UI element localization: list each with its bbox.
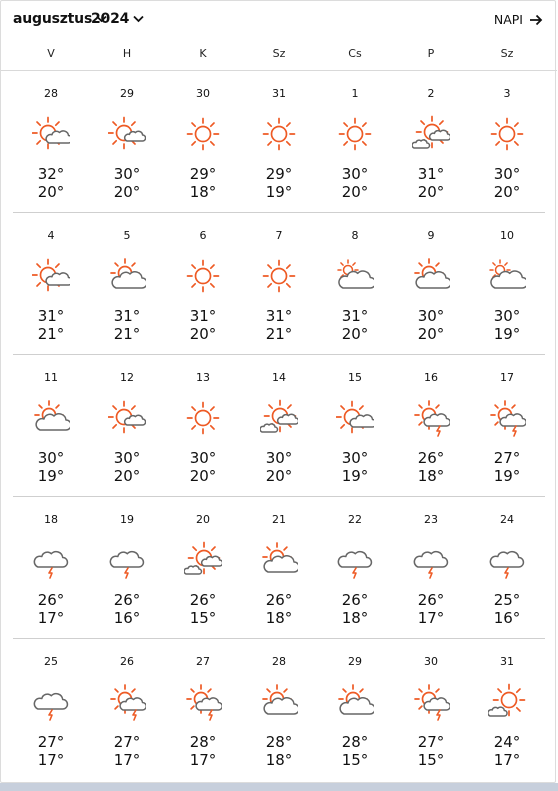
sun-small-cloud-weather-icon	[108, 399, 146, 437]
max-temperature: 25°	[493, 591, 521, 609]
storm-weather-icon	[32, 683, 70, 721]
max-temperature: 31°	[189, 307, 217, 325]
day-cell[interactable]	[13, 497, 89, 638]
day-number: 31	[272, 87, 286, 100]
min-temperature: 20°	[341, 183, 369, 201]
max-temperature: 27°	[417, 733, 445, 751]
max-temperature: 26°	[417, 591, 445, 609]
min-temperature: 16°	[493, 609, 521, 627]
min-temperature: 18°	[189, 183, 217, 201]
max-temperature: 30°	[341, 165, 369, 183]
day-cell[interactable]	[469, 213, 545, 354]
day-cell[interactable]	[393, 639, 469, 781]
day-number: 13	[196, 371, 210, 384]
min-temperature: 20°	[417, 183, 445, 201]
storm-weather-icon	[32, 541, 70, 579]
min-temperature: 18°	[341, 609, 369, 627]
day-cell[interactable]	[89, 355, 165, 496]
day-cell[interactable]	[317, 497, 393, 638]
day-cell[interactable]	[393, 213, 469, 354]
sun-weather-icon	[336, 115, 374, 153]
sun-storm-weather-icon	[108, 683, 146, 721]
sun-weather-icon	[184, 257, 222, 295]
day-number: 19	[120, 513, 134, 526]
min-temperature: 17°	[113, 751, 141, 769]
month-label: augusztus	[13, 11, 93, 27]
day-number: 23	[424, 513, 438, 526]
day-number: 16	[424, 371, 438, 384]
storm-weather-icon	[336, 541, 374, 579]
min-temperature: 20°	[265, 467, 293, 485]
min-temperature: 15°	[189, 609, 217, 627]
day-number: 28	[272, 655, 286, 668]
min-temperature: 21°	[113, 325, 141, 343]
day-number: 28	[44, 87, 58, 100]
day-number: 20	[196, 513, 210, 526]
mostly-cloudy-weather-icon	[260, 541, 298, 579]
day-cell[interactable]	[13, 213, 89, 354]
day-cell[interactable]	[165, 497, 241, 638]
sun-weather-icon	[488, 115, 526, 153]
daily-view-link[interactable]	[494, 12, 543, 27]
day-cell[interactable]	[317, 639, 393, 781]
mostly-cloudy-weather-icon	[108, 257, 146, 295]
max-temperature: 31°	[113, 307, 141, 325]
week-row	[13, 71, 545, 213]
min-temperature: 20°	[113, 183, 141, 201]
year-label: 2024	[91, 11, 130, 27]
day-number: 6	[199, 229, 207, 242]
week-row	[13, 497, 545, 639]
mostly-cloudy-weather-icon	[32, 399, 70, 437]
max-temperature: 30°	[493, 165, 521, 183]
max-temperature: 30°	[417, 307, 445, 325]
day-number: 8	[351, 229, 359, 242]
min-temperature: 18°	[265, 609, 293, 627]
day-cell[interactable]	[317, 71, 393, 212]
min-temperature: 19°	[341, 467, 369, 485]
day-cell[interactable]	[317, 355, 393, 496]
daily-view-label: NAPI	[493, 12, 523, 27]
cloudy-sun-weather-icon	[336, 257, 374, 295]
min-temperature: 21°	[37, 325, 65, 343]
min-temperature: 17°	[417, 609, 445, 627]
storm-weather-icon	[412, 541, 450, 579]
partly-cloudy-weather-icon	[336, 399, 374, 437]
calendar-header	[1, 1, 557, 41]
min-temperature: 15°	[417, 751, 445, 769]
max-temperature: 26°	[113, 591, 141, 609]
min-temperature: 19°	[265, 183, 293, 201]
day-cell[interactable]	[165, 355, 241, 496]
day-cell[interactable]	[241, 213, 317, 354]
sun-weather-icon	[184, 399, 222, 437]
day-number: 31	[500, 655, 514, 668]
sun-clouds-weather-icon	[260, 399, 298, 437]
min-temperature: 20°	[417, 325, 445, 343]
min-temperature: 17°	[37, 751, 65, 769]
day-cell[interactable]	[241, 355, 317, 496]
mostly-cloudy-weather-icon	[412, 257, 450, 295]
max-temperature: 27°	[37, 733, 65, 751]
min-temperature: 20°	[341, 325, 369, 343]
day-cell[interactable]	[165, 71, 241, 212]
min-temperature: 20°	[189, 467, 217, 485]
min-temperature: 16°	[113, 609, 141, 627]
bottom-bar	[0, 783, 558, 791]
day-number: 29	[120, 87, 134, 100]
min-temperature: 21°	[265, 325, 293, 343]
weekday-label: P	[427, 47, 435, 60]
max-temperature: 31°	[37, 307, 65, 325]
sun-storm-weather-icon	[412, 399, 450, 437]
sun-weather-icon	[260, 115, 298, 153]
day-number: 2	[427, 87, 435, 100]
day-cell[interactable]	[393, 71, 469, 212]
max-temperature: 26°	[417, 449, 445, 467]
day-cell[interactable]	[13, 639, 89, 781]
day-cell[interactable]	[13, 71, 89, 212]
day-cell[interactable]	[469, 639, 545, 781]
weekday-label: Sz	[272, 47, 286, 60]
min-temperature: 20°	[493, 183, 521, 201]
day-number: 17	[500, 371, 514, 384]
day-cell[interactable]	[89, 497, 165, 638]
day-number: 11	[44, 371, 58, 384]
max-temperature: 26°	[189, 591, 217, 609]
sun-clouds-weather-icon	[412, 115, 450, 153]
weekday-header-row	[13, 41, 545, 69]
min-temperature: 17°	[493, 751, 521, 769]
day-number: 15	[348, 371, 362, 384]
max-temperature: 31°	[417, 165, 445, 183]
max-temperature: 28°	[341, 733, 369, 751]
day-cell[interactable]	[165, 213, 241, 354]
sun-storm-weather-icon	[412, 683, 450, 721]
sun-weather-icon	[184, 115, 222, 153]
day-number: 14	[272, 371, 286, 384]
min-temperature: 20°	[113, 467, 141, 485]
day-number: 7	[275, 229, 283, 242]
day-number: 18	[44, 513, 58, 526]
min-temperature: 19°	[493, 325, 521, 343]
sun-storm-weather-icon	[488, 399, 526, 437]
weekday-label: V	[47, 47, 55, 60]
day-cell[interactable]	[241, 639, 317, 781]
day-number: 24	[500, 513, 514, 526]
sun-small-cloud-weather-icon	[108, 115, 146, 153]
weekday-label: Cs	[348, 47, 362, 60]
max-temperature: 31°	[341, 307, 369, 325]
mostly-cloudy-weather-icon	[336, 683, 374, 721]
max-temperature: 27°	[113, 733, 141, 751]
day-number: 9	[427, 229, 435, 242]
day-cell[interactable]	[89, 213, 165, 354]
min-temperature: 17°	[189, 751, 217, 769]
min-temperature: 20°	[37, 183, 65, 201]
max-temperature: 29°	[265, 165, 293, 183]
max-temperature: 28°	[189, 733, 217, 751]
day-number: 4	[47, 229, 55, 242]
min-temperature: 19°	[493, 467, 521, 485]
day-cell[interactable]	[89, 639, 165, 781]
week-row	[13, 355, 545, 497]
sun-weather-icon	[260, 257, 298, 295]
arrow-right-icon	[529, 14, 543, 26]
calendar-grid	[13, 71, 545, 781]
day-cell[interactable]	[317, 213, 393, 354]
max-temperature: 24°	[493, 733, 521, 751]
week-row	[13, 213, 545, 355]
day-cell[interactable]	[89, 71, 165, 212]
day-number: 21	[272, 513, 286, 526]
max-temperature: 30°	[113, 165, 141, 183]
min-temperature: 15°	[341, 751, 369, 769]
day-cell[interactable]	[469, 355, 545, 496]
day-number: 22	[348, 513, 362, 526]
year-selector[interactable]	[91, 11, 144, 27]
max-temperature: 31°	[265, 307, 293, 325]
max-temperature: 29°	[189, 165, 217, 183]
max-temperature: 30°	[113, 449, 141, 467]
day-number: 12	[120, 371, 134, 384]
weekday-label: Sz	[500, 47, 514, 60]
day-number: 27	[196, 655, 210, 668]
day-number: 29	[348, 655, 362, 668]
weekday-label: K	[199, 47, 207, 60]
day-number: 10	[500, 229, 514, 242]
max-temperature: 27°	[493, 449, 521, 467]
day-number: 30	[196, 87, 210, 100]
day-number: 3	[503, 87, 511, 100]
day-cell[interactable]	[469, 71, 545, 212]
max-temperature: 30°	[37, 449, 65, 467]
day-cell[interactable]	[13, 355, 89, 496]
day-number: 25	[44, 655, 58, 668]
weekday-label: H	[122, 47, 132, 60]
max-temperature: 30°	[265, 449, 293, 467]
sun-storm-weather-icon	[184, 683, 222, 721]
day-number: 30	[424, 655, 438, 668]
sun-clouds-weather-icon	[184, 541, 222, 579]
min-temperature: 18°	[265, 751, 293, 769]
storm-weather-icon	[488, 541, 526, 579]
max-temperature: 30°	[493, 307, 521, 325]
min-temperature: 18°	[417, 467, 445, 485]
chevron-down-icon	[133, 15, 144, 23]
week-row	[13, 639, 545, 781]
day-cell[interactable]	[241, 71, 317, 212]
mostly-cloudy-weather-icon	[260, 683, 298, 721]
partly-cloudy-weather-icon	[32, 257, 70, 295]
min-temperature: 20°	[189, 325, 217, 343]
cloudy-sun-weather-icon	[488, 257, 526, 295]
partly-cloudy-weather-icon	[32, 115, 70, 153]
max-temperature: 28°	[265, 733, 293, 751]
day-number: 1	[351, 87, 359, 100]
day-cell[interactable]	[469, 497, 545, 638]
min-temperature: 17°	[37, 609, 65, 627]
day-number: 26	[120, 655, 134, 668]
day-cell[interactable]	[393, 497, 469, 638]
max-temperature: 30°	[189, 449, 217, 467]
min-temperature: 19°	[37, 467, 65, 485]
max-temperature: 26°	[341, 591, 369, 609]
day-number: 5	[123, 229, 131, 242]
storm-weather-icon	[108, 541, 146, 579]
day-cell[interactable]	[165, 639, 241, 781]
max-temperature: 26°	[265, 591, 293, 609]
max-temperature: 30°	[341, 449, 369, 467]
max-temperature: 26°	[37, 591, 65, 609]
day-cell[interactable]	[241, 497, 317, 638]
sun-small-cloud-left-weather-icon	[488, 683, 526, 721]
day-cell[interactable]	[393, 355, 469, 496]
max-temperature: 32°	[37, 165, 65, 183]
